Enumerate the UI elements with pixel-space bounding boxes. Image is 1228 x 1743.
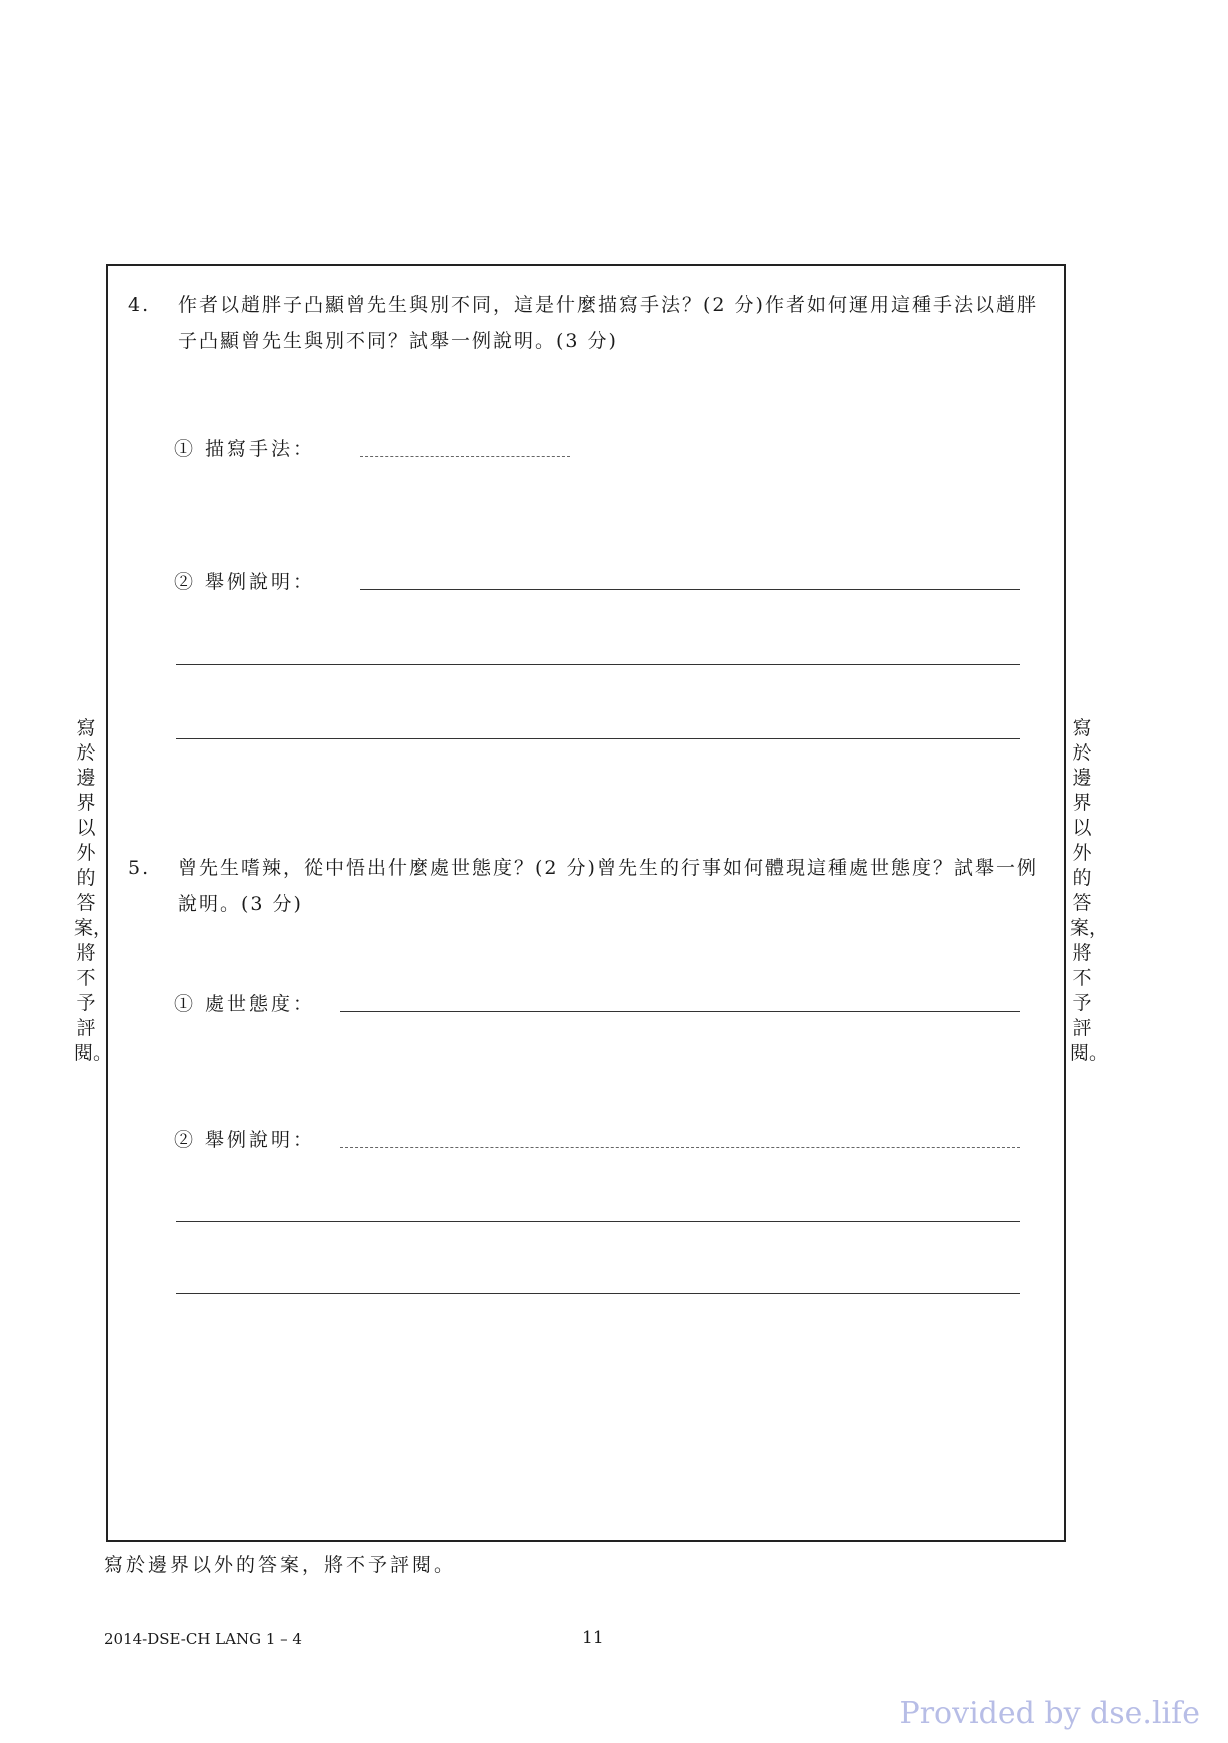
right-margin-note: 寫於邊界以外的答案，將不予評閱。: [1070, 717, 1109, 1064]
answer-line[interactable]: [176, 1293, 1020, 1294]
answer-line[interactable]: [360, 456, 570, 457]
question-text: 曾先生嗜辣，從中悟出什麼處世態度？(2 分)曾先生的行事如何體現這種處世態度？試舉一例說明。(3 分): [178, 857, 1038, 915]
answer-line[interactable]: [176, 1221, 1020, 1222]
answer-line[interactable]: [360, 589, 1020, 590]
question-text: 作者以趙胖子凸顯曾先生與別不同，這是什麼描寫手法？(2 分)作者如何運用這種手法以趙胖子凸顯曾先生與別不同？試舉一例說明。(3 分): [178, 294, 1038, 352]
bottom-margin-note: 寫於邊界以外的答案，將不予評閱。: [104, 1554, 457, 1576]
answer-label-example: ② 舉例說明：: [174, 571, 316, 593]
left-margin-note: 寫於邊界以外的答案，將不予評閱。: [74, 717, 113, 1064]
answer-label-example: ② 舉例說明：: [174, 1129, 316, 1151]
answer-line[interactable]: [340, 1011, 1020, 1012]
answer-line[interactable]: [340, 1147, 1020, 1148]
watermark: Provided by dse.life: [899, 1696, 1200, 1731]
question-number: 5.: [128, 857, 151, 879]
answer-label-technique: ① 描寫手法：: [174, 438, 316, 460]
paper-code: 2014-DSE-CH LANG 1 – 4: [104, 1630, 302, 1648]
question-number: 4.: [128, 294, 151, 316]
page-number: 11: [582, 1628, 604, 1648]
answer-line[interactable]: [176, 664, 1020, 665]
answer-label-attitude: ① 處世態度：: [174, 993, 316, 1015]
answer-line[interactable]: [176, 738, 1020, 739]
